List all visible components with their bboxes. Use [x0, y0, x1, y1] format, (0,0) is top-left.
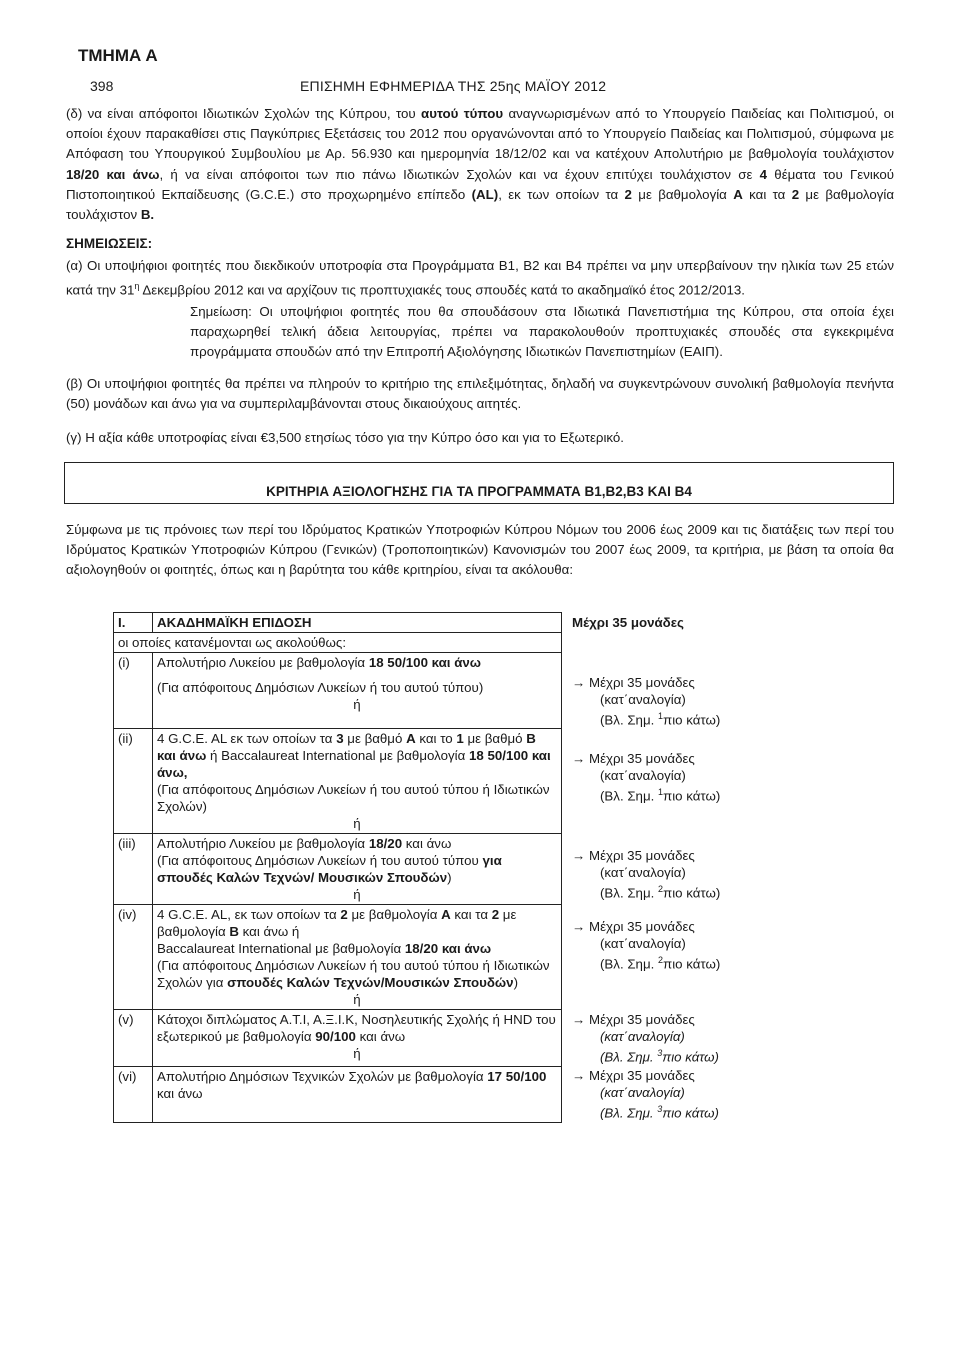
row-number: (i) [114, 653, 153, 729]
row-description: 4 G.C.E. AL εκ των οποίων τα 3 με βαθμό Α και το 1 με βαθμό Β και άνω ή Baccalaureat International με βαθμολογία 18 50/100 και άνω, (Για απόφοιτους Δημόσιων Λυκείων ή του αυτού τύπου ή Ιδιωτικών Σχολών) ή [153, 729, 562, 834]
section-number: Ι. [114, 613, 153, 633]
row-number: (ii) [114, 729, 153, 834]
row-description: Κάτοχοι διπλώματος Α.Τ.Ι, Α.Ξ.Ι.Κ, Νοσηλευτικής Σχολής ή HND του εξωτερικού με βαθμολογία 90/100 και άνω ή [153, 1010, 562, 1066]
table-row [114, 653, 833, 729]
criteria-title-box [64, 462, 894, 504]
table-header-row [114, 613, 833, 633]
page-number: 398 [90, 78, 114, 94]
note-beta: (β) Οι υποψήφιοι φοιτητές θα πρέπει να πληρούν το κριτήριο της επιλεξιμότητας, δηλαδή να συγκεντρώνουν συνολική βαθμολογία πενήντα (50) μονάδων και άνω για να συμπεριλαμβάνονται στους δικαιούχους αιτητές. [66, 376, 894, 412]
row-points: → Μέχρι 35 μονάδες (κατ΄αναλογία) (Βλ. Σημ. $^3$πιο κάτω) [572, 1068, 719, 1121]
note-remark: Σημείωση: Οι υποψήφιοι φοιτητές που θα σπουδάσουν στα Ιδιωτικά Πανεπιστήμια της Κύπρου, στα οποία έχει παραχωρηθεί τελική άδεια λειτουργίας, πρέπει να παρακολουθούν προπτυχιακές σπουδές στα εγκεκριμένα προγράμματα σπουδών από την Επιτροπή Αξιολόγησης Ιδιωτικών Πανεπιστημίων (ΕΑΙΠ). [190, 304, 894, 360]
row-points: → Μέχρι 35 μονάδες (κατ΄αναλογία) (Βλ. Σημ. $^3$πιο κάτω) [572, 1011, 719, 1065]
distributed-row [114, 633, 833, 653]
section-title: ΑΚΑΔΗΜΑΪΚΗ ΕΠΙΔΟΣΗ [153, 613, 562, 633]
distributed-label: οι οποίες κατανέμονται ως ακολούθως: [114, 633, 562, 653]
row-description: Απολυτήριο Λυκείου με βαθμολογία 18/20 και άνω (Για απόφοιτους Δημόσιων Λυκείων ή του αυτού τύπου για σπουδές Καλών Τεχνών/ Μουσικών Σπουδών) ή [153, 834, 562, 905]
row-points: → Μέχρι 35 μονάδες (κατ΄αναλογία) (Βλ. Σημ. $^1$πιο κάτω) [572, 674, 721, 727]
note-gamma: (γ) Η αξία κάθε υποτροφίας είναι €3,500 ετησίως τόσο για την Κύπρο όσο και για το Εξωτερικό. [66, 430, 624, 445]
row-points: → Μέχρι 35 μονάδες (κατ΄αναλογία) (Βλ. Σημ. $^2$πιο κάτω) [572, 847, 721, 901]
section-max: Μέχρι 35 μονάδες [572, 614, 684, 630]
notes-heading: ΣΗΜΕΙΩΣΕΙΣ: [66, 236, 153, 251]
paragraph-delta: (δ) να είναι απόφοιτοι Ιδιωτικών Σχολών της Κύπρου, του αυτού τύπου αναγνωρισμένων από το Υπουργείο Παιδείας και Πολιτισμού, οι οποίοι έχουν παρακαθίσει στις Παγκύπριες Εξετάσεις του 2012 που οργανώνονται από το Υπουργείο Παιδείας και Πολιτισμού, σύμφωνα με Απόφαση του Υπουργικού Συμβουλίου με Αρ. 56.930 και ημερομηνία 18/12/02 και να κατέχουν Απολυτήριο με βαθμολογία τουλάχιστον 18/20 και άνω, ή να είναι απόφοιτοι των πιο πάνω Ιδιωτικών Σχολών και να έχουν επιτύχει τουλάχιστον σε 4 θέματα του Γενικού Πιστοποιητικού Εκπαίδευσης (G.C.E.) στο προχωρημένο επίπεδο (AL), εκ των οποίων τα 2 με βαθμολογία Α και τα 2 με βαθμολογία τουλάχιστον Β. [66, 106, 895, 223]
gazette-title: ΕΠΙΣΗΜΗ ΕΦΗΜΕΡΙΔΑ ΤΗΣ 25ης ΜΑΪΟΥ 2012 [300, 78, 607, 94]
table-row [114, 834, 833, 905]
section-label: ΤΜΗΜΑ Α [78, 46, 158, 65]
criteria-table [113, 612, 833, 1123]
table-row [114, 905, 833, 1010]
row-number: (v) [114, 1010, 153, 1066]
note-alpha: (α) Οι υποψήφιοι φοιτητές που διεκδικούν υποτροφία στα Προγράμματα Β1, Β2 και Β4 πρέπει να μην υπερβαίνουν την ηλικία των 25 ετών κατά την $31^\eta$ Δεκεμβρίου 2012 και να αρχίζουν τις προπτυχιακές τους σπουδές κατά το ακαδημαϊκό έτος 2012/2013. [66, 258, 894, 298]
row-description: Απολυτήριο Λυκείου με βαθμολογία 18 50/100 και άνω (Για απόφοιτους Δημόσιων Λυκείων ή του αυτού τύπου) ή [153, 653, 562, 729]
row-number: (iv) [114, 905, 153, 1010]
table-row [114, 1010, 833, 1066]
row-number: (iii) [114, 834, 153, 905]
criteria-intro: Σύμφωνα με τις πρόνοιες των περί του Ιδρύματος Κρατικών Υποτροφιών Κύπρου Νόμων του 2006 έως 2009 και τις διατάξεις των περί του Ιδρύματος Κρατικών Υποτροφιών Κύπρου (Γενικών) (Τροποποιητικών) Κανονισμών του 2007 έως 2009, τα κριτήρια, με βάση τα οποία θα αξιολογηθούν οι φοιτητές, όπως και η βαρύτητα του κάθε κριτηρίου, είναι τα ακόλουθα: [66, 522, 894, 578]
table-row [114, 729, 833, 834]
table-row [114, 1066, 833, 1122]
row-number: (vi) [114, 1066, 153, 1122]
row-description: Απολυτήριο Δημόσιων Τεχνικών Σχολών με βαθμολογία 17 50/100 και άνω [153, 1066, 562, 1122]
row-points: → Μέχρι 35 μονάδες (κατ΄αναλογία) (Βλ. Σημ. $^2$πιο κάτω) [572, 918, 721, 972]
row-points: → Μέχρι 35 μονάδες (κατ΄αναλογία) (Βλ. Σημ. $^1$πιο κάτω) [572, 750, 721, 804]
row-description: 4 G.C.E. AL, εκ των οποίων τα 2 με βαθμολογία Α και τα 2 με βαθμολογία Β και άνω ή Baccalaureat International με βαθμολογία 18/20 και άνω (Για απόφοιτους Δημόσιων Λυκείων ή του αυτού τύπου ή Ιδιωτικών Σχολών για σπουδές Καλών Τεχνών/Μουσικών Σπουδών) ή [153, 905, 562, 1010]
criteria-title: ΚΡΙΤΗΡΙΑ ΑΞΙΟΛΟΓΗΣΗΣ ΓΙΑ ΤΑ ΠΡΟΓΡΑΜΜΑΤΑ Β1,Β2,Β3 ΚΑΙ Β4 [266, 484, 692, 499]
